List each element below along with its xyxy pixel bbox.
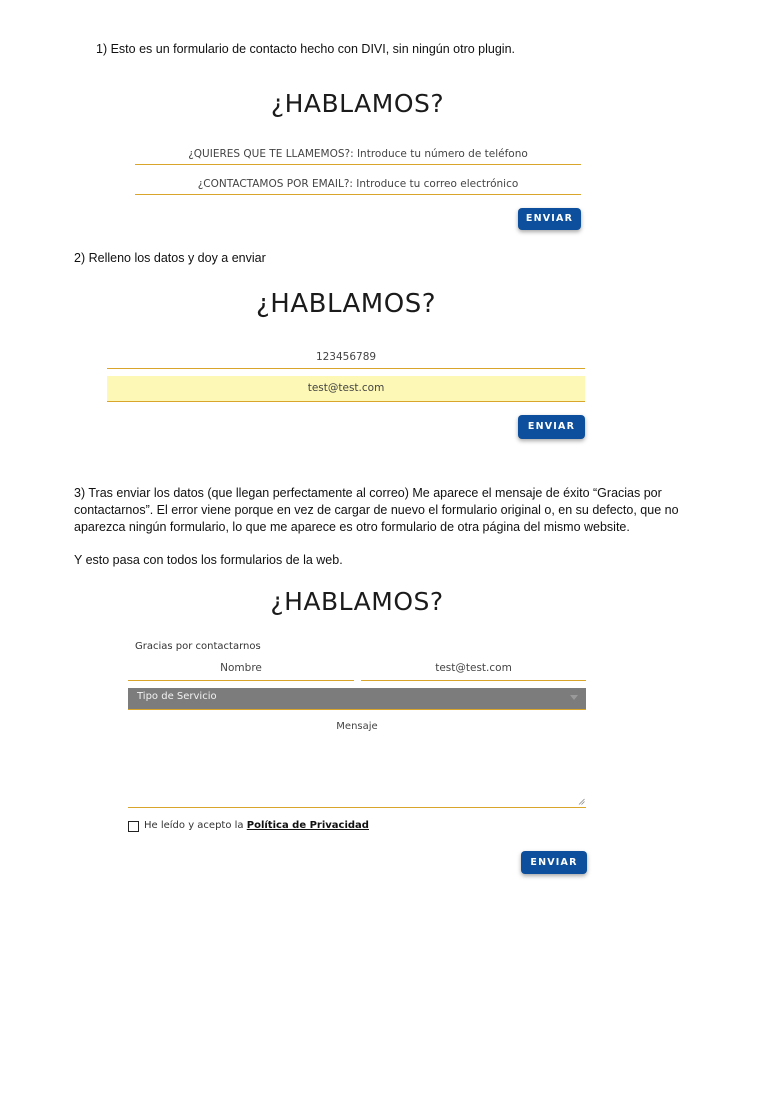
privacy-policy-link[interactable]: Política de Privacidad [246,820,369,831]
note-text: Y esto pasa con todos los formularios de la web. [74,553,343,567]
message-textarea[interactable] [128,713,586,808]
form2-email-field[interactable]: test@test.com [107,376,585,402]
form3-email-field[interactable]: test@test.com [361,658,586,681]
resize-handle-icon[interactable] [578,798,585,805]
form3-send-button[interactable]: ENVIAR [521,851,587,874]
form2-send-button[interactable]: ENVIAR [518,415,585,439]
privacy-checkbox[interactable] [128,821,139,832]
form1-email-field[interactable]: ¿CONTACTAMOS POR EMAIL?: Introduce tu correo electrónico [135,174,581,195]
step-2-text: 2) Relleno los datos y doy a enviar [74,251,266,265]
form2-phone-field[interactable]: 123456789 [107,346,585,369]
consent-prefix: He leído y acepto la [144,820,244,831]
chevron-down-icon [570,695,578,700]
success-message: Gracias por contactarnos [135,641,261,652]
form1-phone-field[interactable]: ¿QUIERES QUE TE LLAMEMOS?: Introduce tu número de teléfono [135,144,581,165]
message-placeholder: Mensaje [336,721,378,732]
service-select[interactable] [128,688,586,710]
form1-send-button[interactable]: ENVIAR [518,208,581,230]
step-1-text: 1) Esto es un formulario de contacto hecho con DIVI, sin ningún otro plugin. [96,42,515,56]
consent-text [144,820,369,831]
form3-name-field[interactable]: Nombre [128,658,354,681]
form1-title: ¿HABLAMOS? [270,89,445,118]
form3-title: ¿HABLAMOS? [270,587,444,616]
form2-title: ¿HABLAMOS? [255,289,437,319]
step-3-text: 3) Tras enviar los datos (que llegan perfectamente al correo) Me aparece el mensaje de éxito “Gracias por contactarnos”. El error viene porque en vez de cargar de nuevo el formulario original o, en su defecto, que no aparezca ningún formulario, lo que me aparece es otro formulario de otra página del mismo website. [74,486,679,534]
service-select-label: Tipo de Servicio [137,691,217,702]
